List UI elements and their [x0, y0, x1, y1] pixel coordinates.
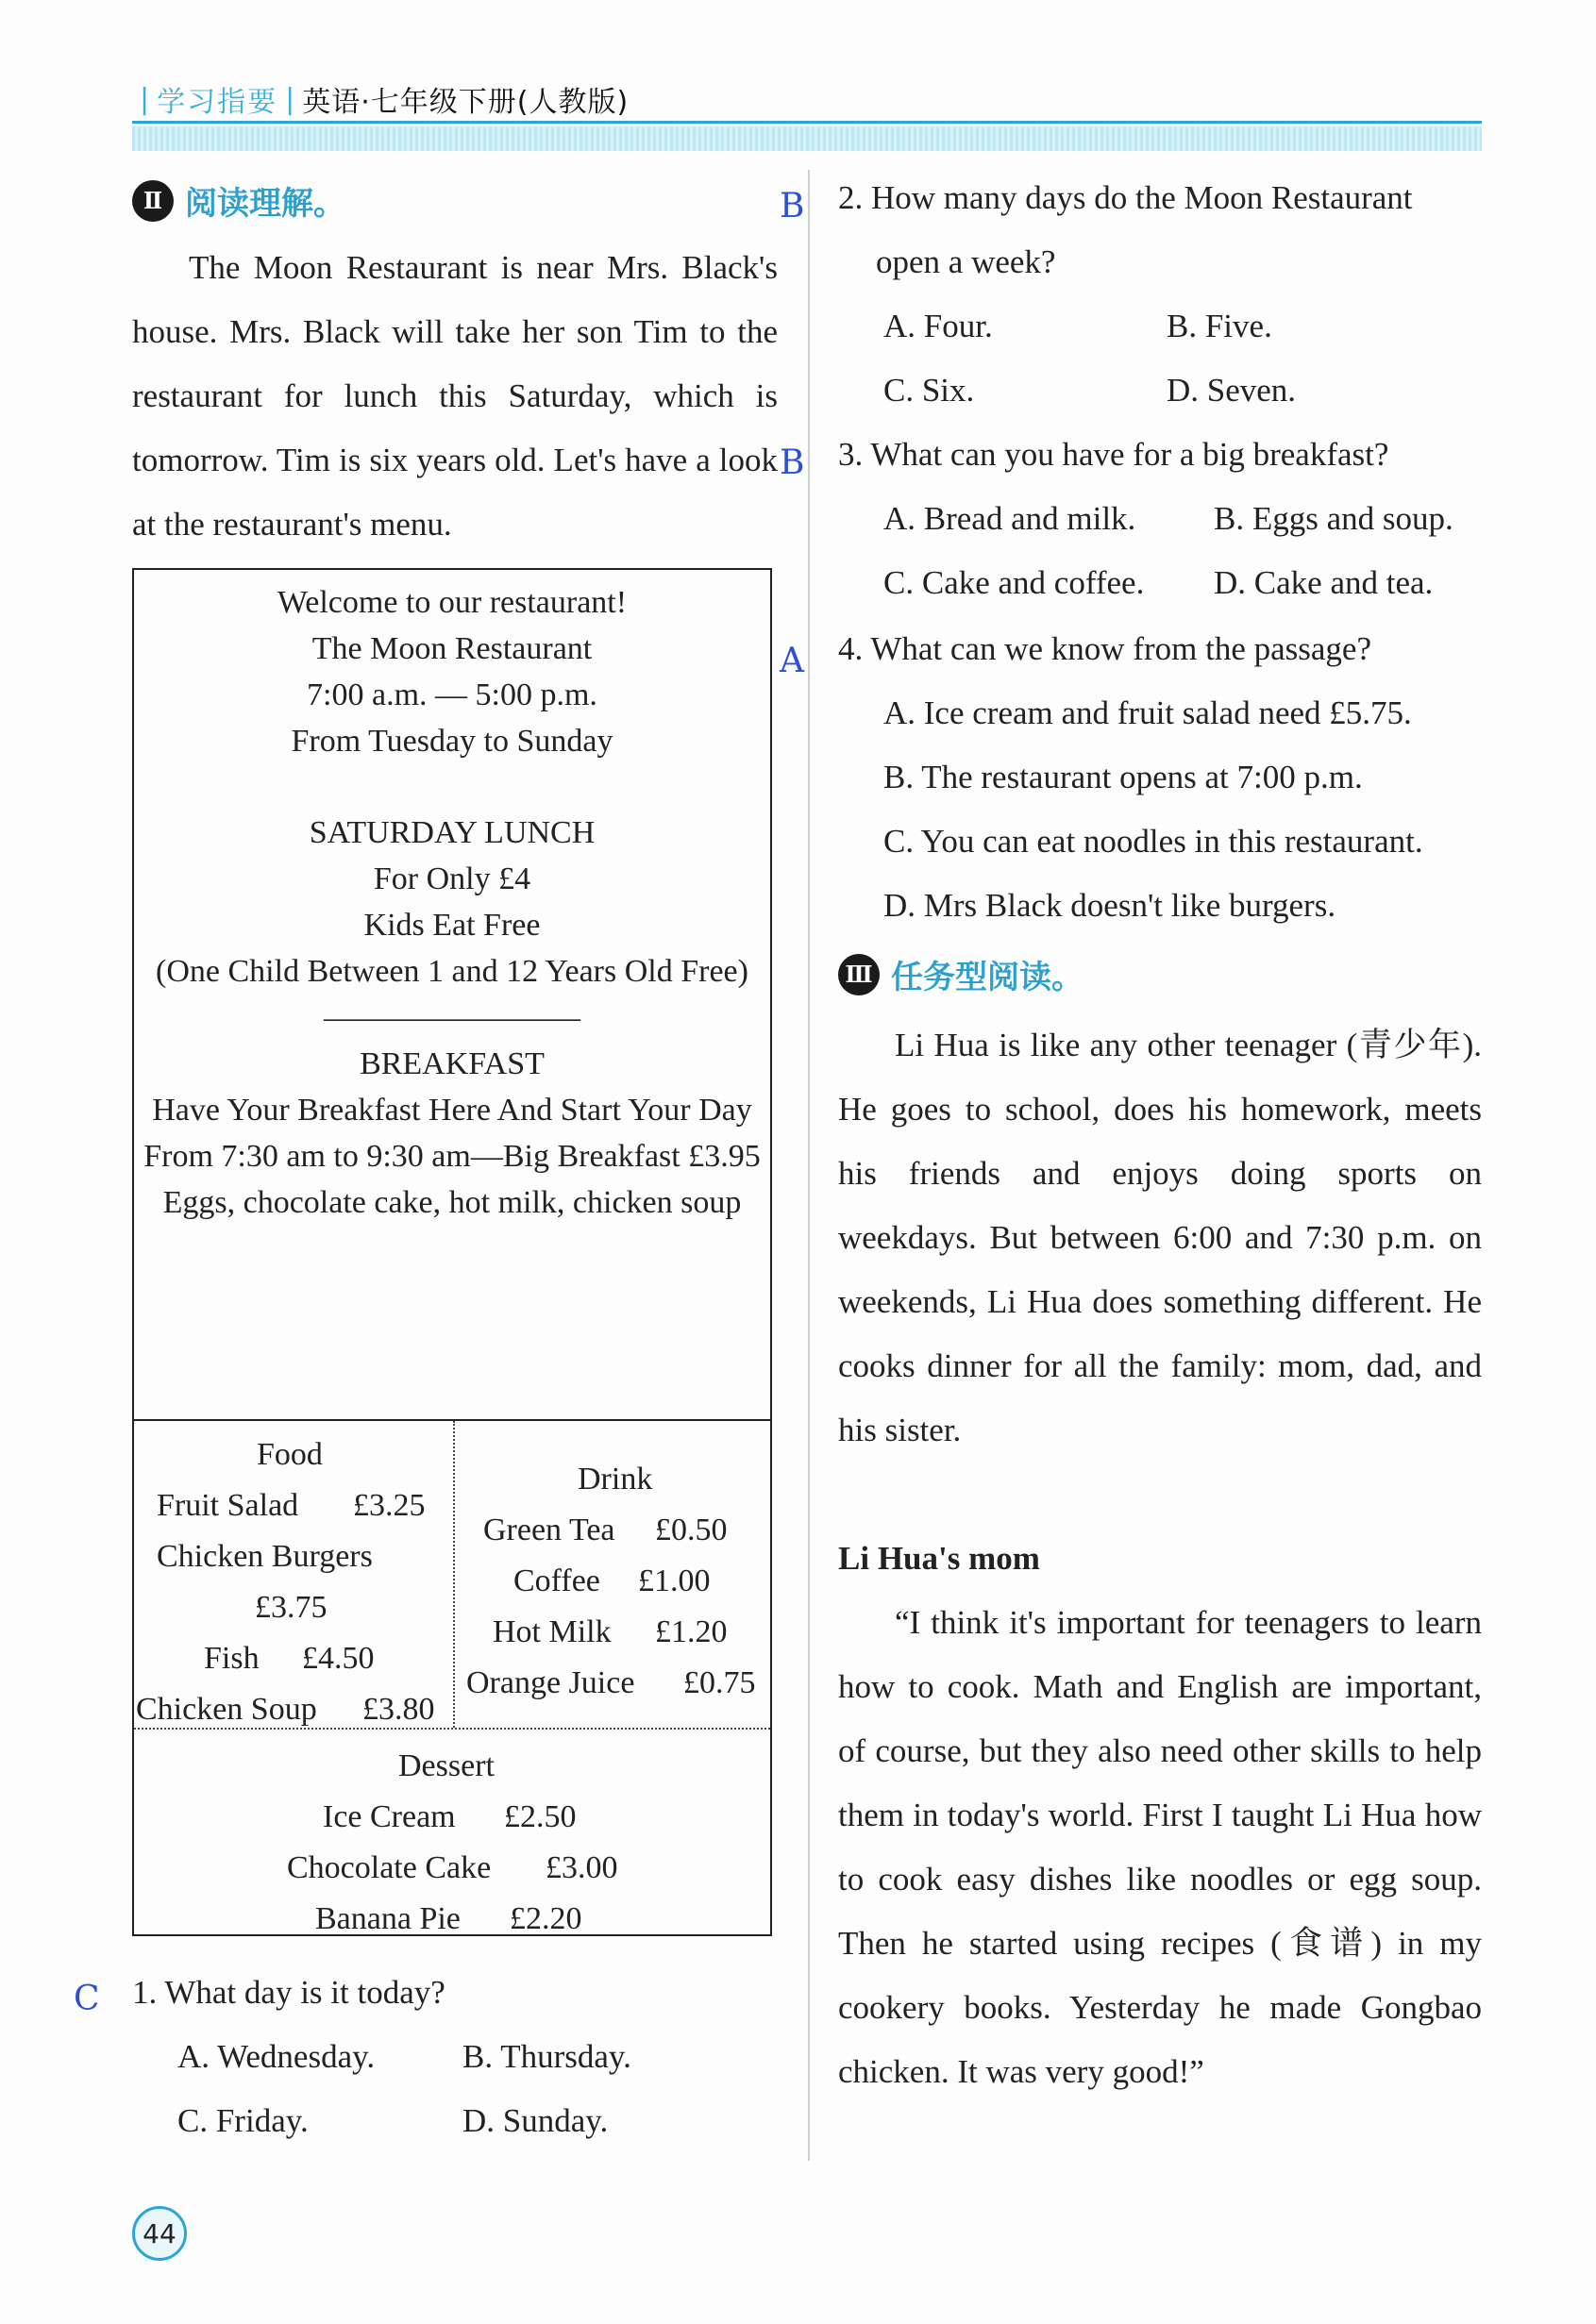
drink-item-price: £0.75 — [683, 1665, 756, 1700]
question-4-option-c: C. You can eat noodles in this restaurant. — [883, 823, 1423, 860]
page-header — [132, 77, 629, 121]
question-4-option-a: A. Ice cream and fruit salad need £5.75. — [883, 694, 1412, 731]
question-1-option-d: D. Sunday. — [462, 2102, 609, 2139]
question-1-stem: 1. What day is it today? — [132, 1974, 445, 2011]
question-1-option-a: A. Wednesday. — [177, 2038, 376, 2075]
menu-top — [134, 570, 770, 1419]
dessert-item-name: Chocolate Cake — [287, 1850, 492, 1885]
question-4-option-b: B. The restaurant opens at 7:00 p.m. — [883, 759, 1363, 795]
drink-item-name: Coffee — [513, 1563, 600, 1598]
menu-breakfast-line3: Eggs, chocolate cake, hot milk, chicken soup — [162, 1185, 742, 1220]
question-1-option-b: B. Thursday. — [462, 2038, 631, 2075]
question-2-stem-cont: open a week? — [876, 243, 1056, 280]
question-4-stem: 4. What can we know from the passage? — [838, 630, 1371, 667]
food-item-price: £4.50 — [302, 1641, 375, 1676]
food-item-price: £3.75 — [255, 1590, 328, 1625]
page-number: 44 — [132, 2206, 187, 2261]
handwritten-answer: C — [74, 1980, 100, 2018]
food-item-price: £3.25 — [353, 1488, 426, 1523]
task-passage-para1: Li Hua is like any other teenager (青少年). He goes to school, does his homework, meets his friends and enjoys doing sports on weekdays. But between 6:00 and 7:30 p.m. on weekends, Li Hua does something different. He cooks dinner for all the family: mom, dad, and his sister. — [838, 1027, 1482, 1448]
dessert-item-price: £2.50 — [504, 1799, 577, 1834]
menu-separator: ———————— — [324, 1000, 580, 1035]
header-bar: | — [140, 82, 150, 116]
header-bar: | — [285, 82, 295, 116]
food-title: Food — [257, 1437, 323, 1472]
menu-days: From Tuesday to Sunday — [291, 724, 613, 759]
task-passage-para2: “I think it's important for teenagers to learn how to cook. Math and English are important, of course, but they also need other skills to help them in today's world. First I taught Li Hua how to cook easy dishes like noodles or egg soup. Then he started using recipes (食谱) in my cookery books. Yesterday he made Gongbao chicken. It was very good!” — [838, 1604, 1482, 2090]
drink-item-price: £1.20 — [655, 1614, 728, 1649]
question-2-option-a: A. Four. — [883, 308, 993, 344]
handwritten-answer: B — [780, 187, 805, 226]
section-2-title — [132, 177, 345, 224]
question-4-option-d: D. Mrs Black doesn't like burgers. — [883, 887, 1336, 924]
food-item-name: Fruit Salad — [157, 1488, 299, 1523]
header-band — [132, 126, 1482, 151]
dessert-item-name: Ice Cream — [323, 1799, 456, 1834]
header-subject: 英语·七年级下册(人教版) — [302, 86, 630, 119]
menu-lunch-price: For Only £4 — [373, 861, 531, 896]
dessert-item-name: Banana Pie — [315, 1901, 461, 1936]
restaurant-menu — [132, 568, 772, 1936]
food-item-name: Chicken Burgers — [157, 1539, 373, 1574]
dessert-title: Dessert — [398, 1748, 495, 1783]
menu-breakfast-title: BREAKFAST — [360, 1046, 545, 1081]
drink-item-price: £1.00 — [638, 1563, 711, 1598]
menu-breakfast-line2: From 7:30 am to 9:30 am—Big Breakfast £3.95 — [143, 1139, 761, 1174]
menu-kids: Kids Eat Free — [363, 908, 541, 943]
menu-kids-note: (One Child Between 1 and 12 Years Old Free) — [156, 954, 748, 989]
drink-item-name: Green Tea — [483, 1513, 615, 1547]
handwritten-answer: B — [780, 443, 805, 482]
handwritten-answer: A — [780, 642, 804, 680]
drink-title: Drink — [578, 1462, 653, 1496]
section-3-badge: Ⅲ — [838, 954, 880, 995]
menu-divider — [134, 1419, 770, 1421]
food-item-name: Fish — [204, 1641, 260, 1676]
section-2-badge: Ⅱ — [132, 180, 174, 222]
column-divider — [808, 170, 810, 2161]
task-subheading: Li Hua's mom — [838, 1540, 1040, 1577]
menu-hours: 7:00 a.m. — 5:00 p.m. — [307, 677, 597, 712]
question-3-option-c: C. Cake and coffee. — [883, 564, 1145, 601]
section-2-heading: 阅读理解。 — [185, 185, 345, 223]
dessert-item-price: £3.00 — [546, 1850, 618, 1885]
question-2-stem: 2. How many days do the Moon Restaurant — [838, 179, 1413, 216]
question-2-option-b: B. Five. — [1167, 308, 1272, 344]
question-2-option-d: D. Seven. — [1167, 372, 1297, 409]
question-2-option-c: C. Six. — [883, 372, 975, 409]
dessert-item-price: £2.20 — [510, 1901, 582, 1936]
question-1-option-c: C. Friday. — [177, 2102, 309, 2139]
question-3-option-a: A. Bread and milk. — [883, 500, 1136, 537]
menu-restaurant-name: The Moon Restaurant — [311, 631, 593, 666]
food-item-price: £3.80 — [362, 1692, 435, 1727]
food-item-name: Chicken Soup — [136, 1692, 317, 1727]
menu-welcome: Welcome to our restaurant! — [277, 585, 628, 620]
drink-item-name: Hot Milk — [493, 1614, 612, 1649]
question-3-stem: 3. What can you have for a big breakfast? — [838, 436, 1389, 473]
header-category: 学习指要 — [157, 86, 278, 119]
question-3-option-b: B. Eggs and soup. — [1214, 500, 1453, 537]
menu-breakfast-line1: Have Your Breakfast Here And Start Your Day — [152, 1093, 752, 1128]
drink-item-price: £0.50 — [655, 1513, 728, 1547]
section-3-title — [838, 951, 1084, 997]
header-rule — [132, 121, 1482, 124]
drink-item-name: Orange Juice — [466, 1665, 635, 1700]
reading-passage: The Moon Restaurant is near Mrs. Black's house. Mrs. Black will take her son Tim to the restaurant for lunch this Saturday, which is tomorrow. Tim is six years old. Let's have a look at the restaurant's menu. — [132, 249, 778, 543]
menu-lunch-title: SATURDAY LUNCH — [309, 815, 596, 850]
question-3-option-d: D. Cake and tea. — [1214, 564, 1434, 601]
section-3-heading: 任务型阅读。 — [891, 959, 1084, 996]
menu-column-divider — [453, 1421, 455, 1728]
